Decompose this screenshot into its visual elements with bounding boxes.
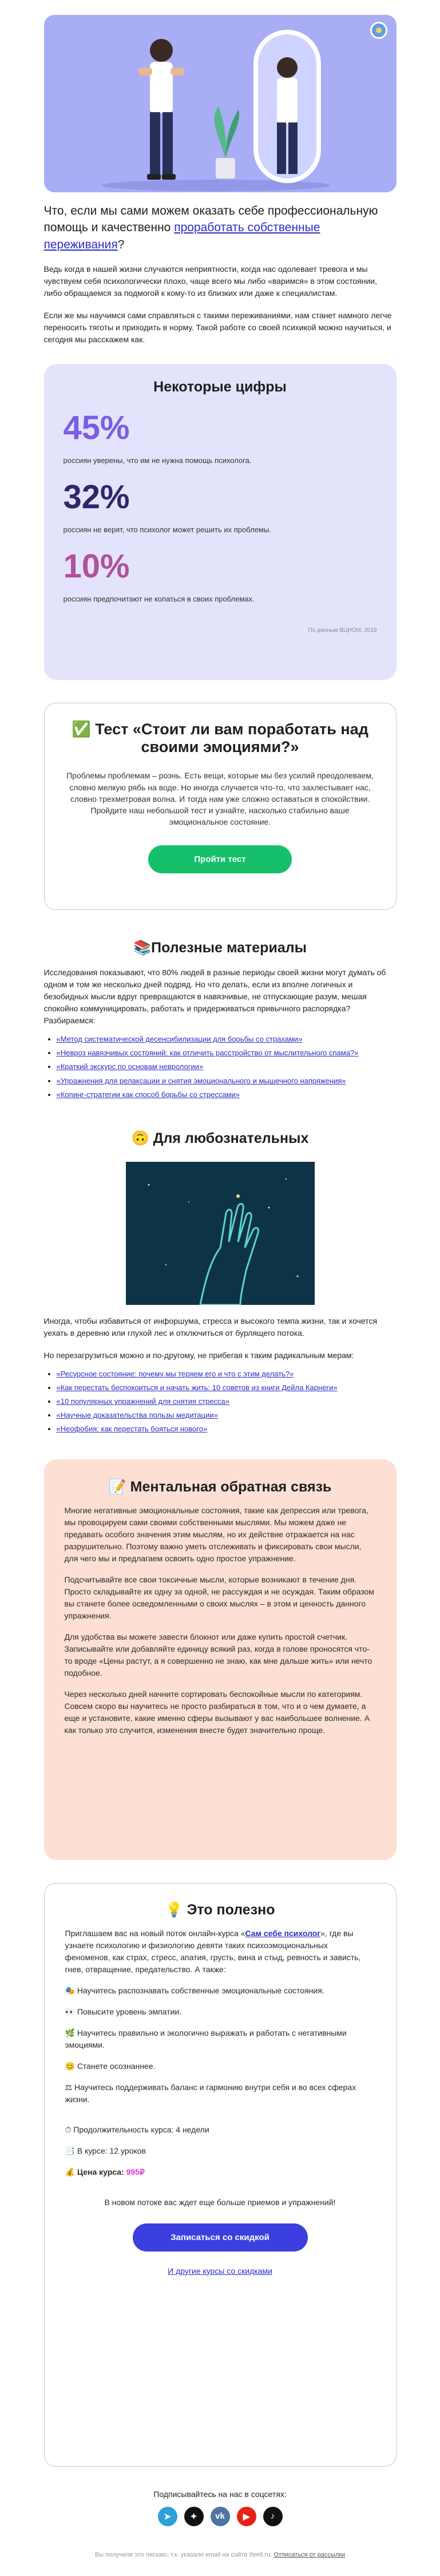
tiktok-icon[interactable]: ♪ [263,2507,283,2526]
test-text: Проблемы проблемам – рознь. Есть вещи, которые мы без усилий преодолеваем, словно мелкую рябь на воде. Но иногда случается что-то, что захлестывает нас, словно трехметровая волна. И тогда нам уже сложно оставаться в спокойствии. Пройдите наш небольшой тест и узнайте, насколько стабильно ваше эмоциональное состояние. [66,771,374,827]
social-icons [44,2507,397,2526]
vk-icon[interactable]: vk [211,2507,230,2526]
footer-note-text: Вы получили это письмо, т.к. указали email на сайте Ifeelt.ru. [94,2551,272,2558]
lead-text-start: Что, если мы сами можем оказать себе профессиональную помощь и качественно [43,204,378,235]
man-mirror-illustration [44,15,397,192]
course-duration: ⏱ Продолжительность курса: 4 недели [65,2124,209,2134]
mental-paragraph: Подсчитывайте все свои токсичные мысли, которые возникают в течение дня. Просто складывайте их одну за одной, не рассуждая и не осуждая. Таким образом вы станете более осведомленными о своих мыслях – в этом и ценность данного упражнения. [64,1574,374,1620]
lead-text-end: ? [117,238,125,251]
curious-link[interactable]: «Как перестать беспокоиться и начать жить: 10 советов из книги Дейла Карнеги» [56,1383,338,1392]
other-courses-link[interactable]: И другие курсы со скидками [168,2266,272,2276]
youtube-icon[interactable]: ▶ [237,2507,256,2526]
mental-card [44,1459,397,1860]
list-item [57,1047,397,1059]
list-item [57,1034,397,1045]
course-price-label: 💰 Цена курса: [65,2167,126,2177]
stat-caption: россиян предпочитают не копаться в своих проблемах. [63,595,255,604]
stat-caption: россиян уверены, что им не нужна помощь психолога. [63,456,252,465]
list-item [57,1089,397,1101]
mental-paragraph: Для удобства вы можете завести блокнот или даже купить простой счетчик. Записывайте или добавляйте единицу всякий раз, когда в голове проносятся что-то вроде «Цены растут, а я совершенно не знаю, как мне дальше жить» или нечто подобное. [64,1632,372,1677]
list-item [57,1396,397,1407]
course-point: 🎭 Научитесь распознавать собственные эмоциональные состояния. [65,1985,324,1995]
materials-title: 📚Полезные материалы [133,940,307,956]
intro-paragraph-2: Если же мы научимся сами справляться с такими переживаниями, нам станет намного легче переносить тяготы и приходить в норму. Такой работе со своей психикой можно научиться, и сегодня мы расскажем как. [43,311,392,345]
course-link[interactable]: Сам себе психолог [245,1928,321,1938]
stat-value: 10% [63,548,130,585]
enroll-discount-button[interactable]: Записаться со скидкой [133,2223,308,2251]
course-outro: В новом потоке вас ждет еще больше приемов и упражнений! [104,2197,336,2207]
course-intro-start: Приглашаем вас на новый поток онлайн-курса « [65,1928,245,1938]
stat-item [64,550,377,603]
curious-link[interactable]: «Ресурсное состояние: почему мы теряем его и что с этим делать?» [56,1369,294,1378]
stat-value: 45% [63,409,130,447]
numbers-card [44,364,397,680]
lead-text [44,203,397,253]
list-item [57,1382,397,1394]
list-item [57,1061,397,1073]
test-title: ✅ Тест «Стоит ли вам поработать над своими эмоциями?» [72,721,368,756]
lead-link[interactable]: проработать собственные переживания [43,221,320,251]
useful-title: 💡 Это полезно [165,1901,275,1918]
zen-icon[interactable]: ✦ [184,2507,204,2526]
telegram-icon[interactable]: ➤ [158,2507,177,2526]
course-lessons: 📑 В курсе: 12 уроков [65,2146,146,2155]
intro-paragraph-1: Ведь когда в нашей жизни случаются неприятности, когда нас одолевает тревога и мы чувствуем себя психологически плохо, чаще всего мы либо «варимся» в этом состоянии, либо обращаемся за подмогой к кому-то из близких или даже к специалистам. [43,264,377,298]
stat-item [64,411,377,465]
numbers-title: Некоторые цифры [153,379,287,395]
stats-source: По данным ВЦИОМ, 2019 [308,627,377,634]
stat-value: 32% [63,478,130,516]
social-title: Подписывайтесь на нас в соцсетях: [153,2489,287,2499]
material-link[interactable]: «Копинг-стратегии как способ борьбы со стрессами» [56,1090,240,1099]
hero-illustration [44,15,397,192]
curious-title: 🙃 Для любознательных [131,1130,309,1146]
material-link[interactable]: «Невроз навязчивых состояний: как отличить расстройство от мыслительного спама?» [56,1048,359,1058]
course-point: 😊 Станете осознаннее. [65,2061,156,2071]
brand-badge-icon [370,22,387,39]
unsubscribe-link[interactable]: Отписаться от рассылки [273,2551,346,2558]
take-test-button[interactable]: Пройти тест [148,845,291,873]
list-item [57,1368,397,1380]
mental-paragraph: Через несколько дней начните сортировать беспокойные мысли по категориям. Совсем скоро вы научитесь не просто разбираться в том, что и о чем думаете, а еще и установите, какие именно сферы вызывают у вас наибольшее волнение. А как только это случится, изменения внесте будет значительно проще. [64,1689,370,1735]
curious-link[interactable]: «Неофобия: как перестать бояться нового» [56,1424,208,1434]
materials-links [44,1034,397,1101]
curious-paragraph-1: Иногда, чтобы избавиться от инфоршума, стресса и высокого темпа жизни, так и хочется уехать в деревню или глухой лес и отключиться от бурлящего потока. [43,1316,378,1338]
useful-card [44,1883,397,2467]
course-point: 🌿 Научитесь правильно и экологично выражать и работать с негативными эмоциями. [65,2028,347,2049]
stat-item [63,478,377,535]
test-card [44,703,397,910]
list-item [57,1075,397,1087]
course-intro-end: », где вы узнаете психологию и физиологию девяти таких психоэмоциональных феноменов, как страх, стресс, апатия, грусть, вина и стыд, ревность и зависть, гнев, отвращение, предательство. А также: [65,1928,361,1974]
course-price [65,2166,375,2178]
course-price-value: 995₽ [126,2167,145,2177]
materials-text: Исследования показывают, что 80% людей в разные периоды своей жизни могут думать об одном и том же несколько дней подряд. Но что делать, если из вполне логичных и безобидных мысли вдруг превращаются в навязчивые, не отпускающие разум, мешая спокойно коммуницировать, работать и придерживаться привычного распорядка? Разбираемся: [43,968,386,1026]
list-item [57,1410,397,1421]
material-link[interactable]: «Упражнения для релаксации и снятия эмоционального и мышечного напряжения» [56,1076,346,1085]
stat-caption: россиян не верят, что психолог может решить их проблемы. [63,525,271,535]
course-intro [65,1928,375,1976]
curious-paragraph-2: Но перезагрузиться можно и по-другому, не прибегая к таким радикальным мерам: [43,1350,354,1360]
mental-title: 📝 Ментальная обратная связь [108,1478,332,1495]
material-link[interactable]: «Краткий экскурс по основам неврологии» [56,1062,204,1071]
curious-link[interactable]: «Научные доказательства пользы медитации» [56,1411,218,1420]
course-point: 👀 Повысите уровень эмпатии. [65,2007,182,2016]
course-point: ⚖ Научитесь поддерживать баланс и гармонию внутри себя и во всех сферах жизни. [65,2082,356,2104]
material-link[interactable]: «Метод систематической десенсибилизации для борьбы со страхами» [56,1035,303,1044]
email-column [44,15,397,2558]
list-item [57,1423,397,1435]
curious-link[interactable]: «10 популярных упражнений для снятия стресса» [56,1397,230,1406]
hand-illustration [126,1162,315,1305]
curious-links [44,1368,397,1435]
footer-note [44,2551,397,2558]
mental-paragraph: Многие негативные эмоциональные состояния, такие как депрессия или тревога, мы провоцируем сами своими собственными мыслями. Мы можем даже не предавать особого значения этим мыслям, но их действие отражается на нас разрушительно. Поэтому важно уметь отслеживать и фиксировать свои мысли, для чего мы и предлагаем освоить одно простое упражнение. [64,1505,368,1563]
